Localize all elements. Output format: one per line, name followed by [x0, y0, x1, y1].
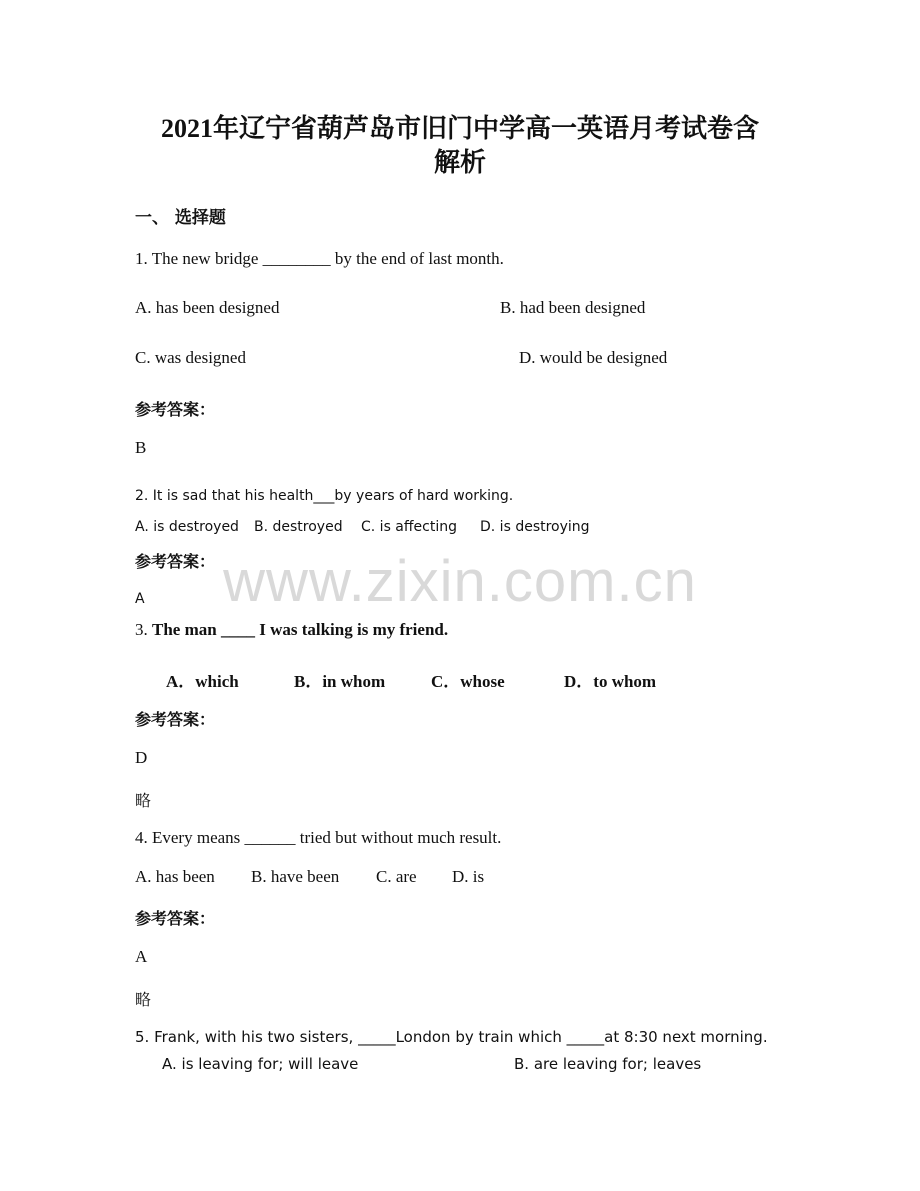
q1-stem: 1. The new bridge ________ by the end of last month.: [135, 249, 504, 268]
document-title: [60, 112, 860, 180]
q4-option-c: C. are: [376, 867, 417, 886]
q1-option-d: D. would be designed: [519, 348, 668, 367]
q5-option-a: A. is leaving for; will leave: [162, 1055, 359, 1073]
q5-option-b: B. are leaving for; leaves: [514, 1055, 702, 1073]
q5-stem: 5. Frank, with his two sisters, _____London by train which _____at 8:30 next morning.: [135, 1028, 768, 1046]
q3-option-d: D．to whom: [564, 672, 657, 691]
q3-answer: D: [135, 748, 148, 767]
q4-answer-label: 参考答案：: [135, 909, 216, 928]
section-heading: 一、 选择题: [135, 208, 226, 228]
q1-option-b: B. had been designed: [500, 298, 646, 317]
q4-option-b: B. have been: [251, 867, 340, 886]
q4-answer: A: [135, 947, 148, 966]
q3-option-c: C．whose: [431, 672, 505, 691]
q2-option-d: D. is destroying: [480, 519, 590, 535]
q4-option-a: A. has been: [135, 867, 215, 886]
q4-stem: 4. Every means ______ tried but without much result.: [135, 828, 502, 847]
q3-number: 3.: [135, 620, 152, 639]
q1-option-a: A. has been designed: [135, 298, 280, 317]
q2-answer-label: 参考答案：: [135, 552, 216, 571]
title-line-2: 解析: [433, 148, 486, 177]
q2-answer: A: [135, 591, 145, 607]
q2-option-c: C. is affecting: [361, 519, 457, 535]
q3-option-b: B．in whom: [294, 672, 386, 691]
q2-option-b: B. destroyed: [254, 519, 343, 535]
q4-note: 略: [135, 990, 152, 1009]
q3-answer-label: 参考答案：: [135, 710, 216, 729]
title-line-1: 2021年辽宁省葫芦岛市旧门中学高一英语月考试卷含: [160, 114, 759, 143]
q1-option-c: C. was designed: [135, 348, 246, 367]
q3-note: 略: [135, 791, 152, 810]
q3-stem: The man ____ I was talking is my friend.: [152, 620, 449, 639]
q2-stem: 2. It is sad that his health___by years of hard working.: [135, 488, 514, 504]
q3-stem-line: [135, 620, 448, 640]
q1-answer-label: 参考答案：: [135, 400, 216, 419]
q3-option-a: A．which: [166, 672, 239, 691]
q2-option-a: A. is destroyed: [135, 519, 239, 535]
q1-answer: B: [135, 438, 147, 457]
q4-option-d: D. is: [452, 867, 485, 886]
watermark: www.zixin.com.cn: [223, 549, 697, 614]
